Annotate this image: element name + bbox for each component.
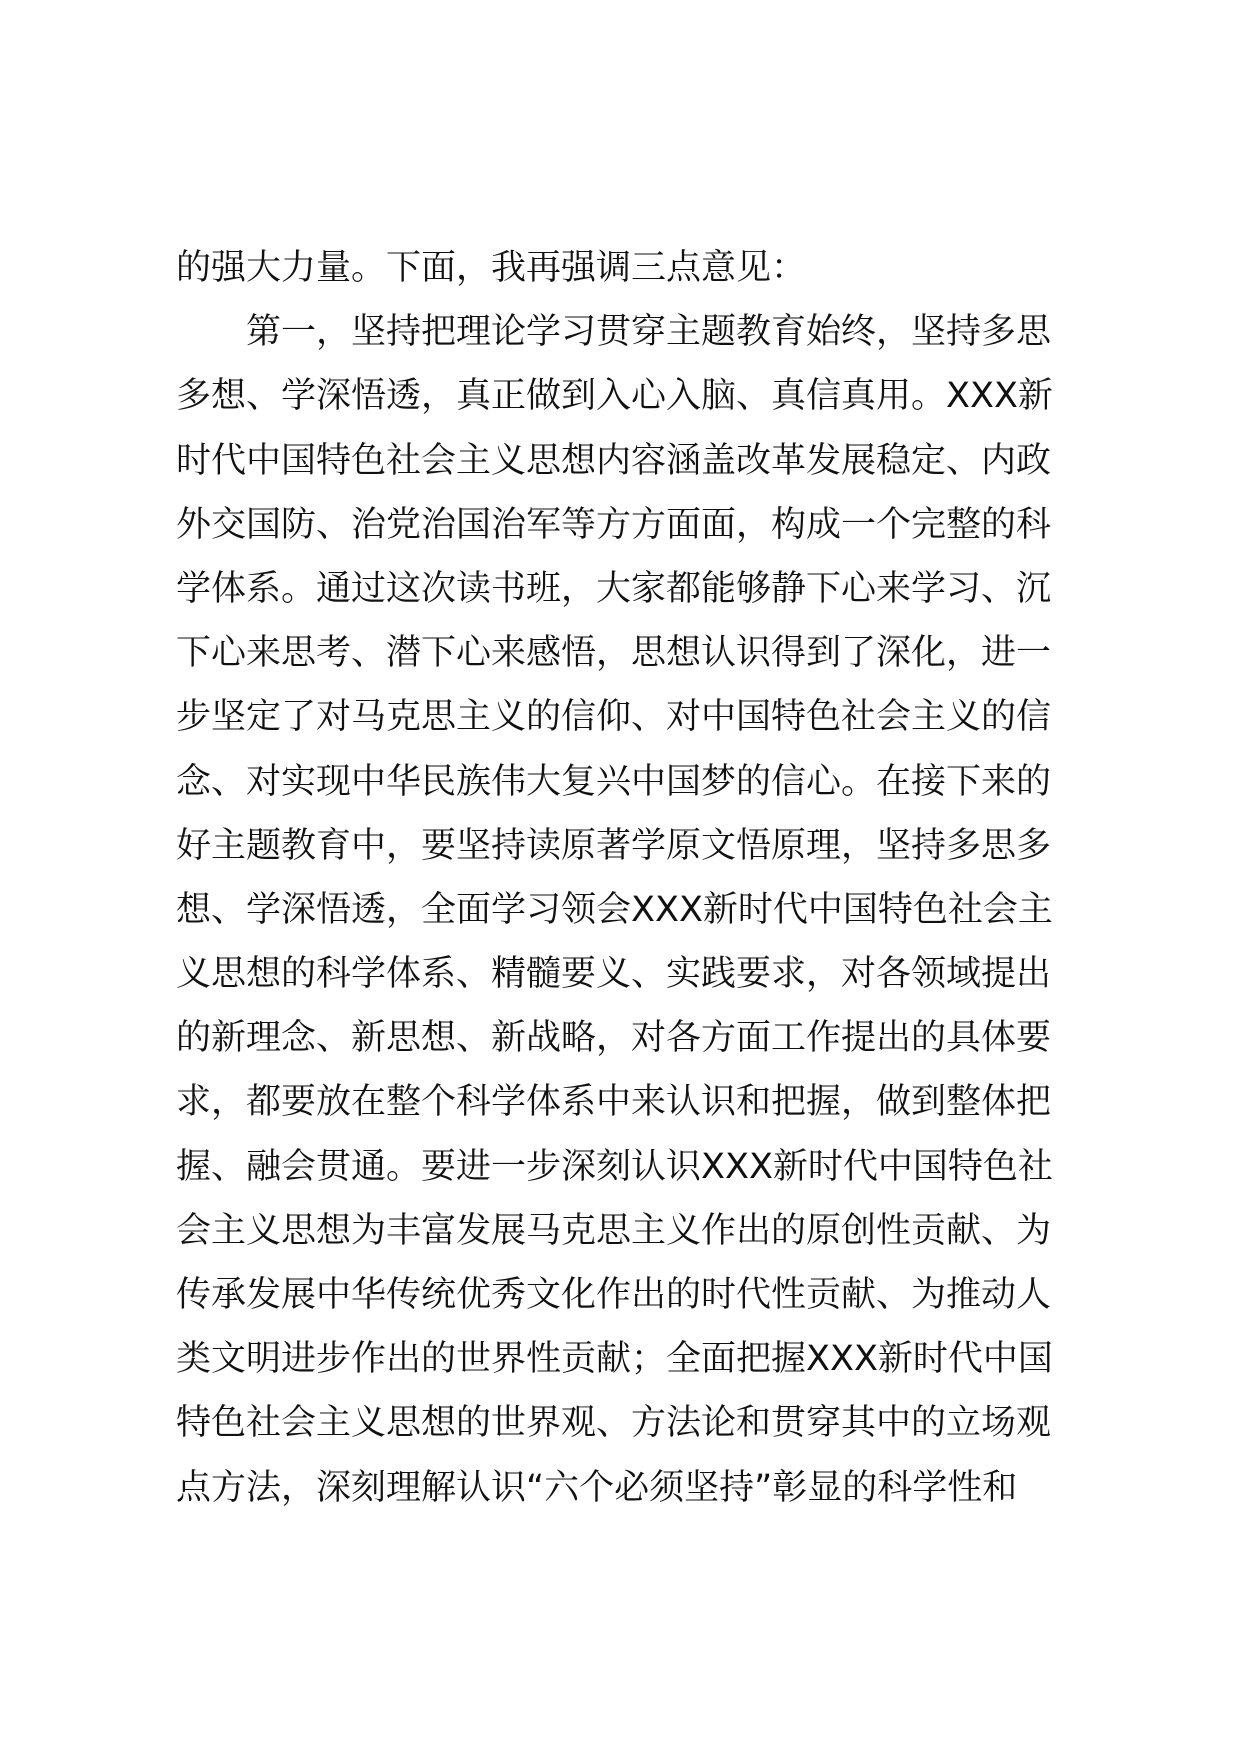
text-line-11: 想、学深悟透，全面学习领会XXX新时代中国特色社会主 [176, 889, 1053, 930]
text-line-6: 学体系。通过这次读书班，大家都能够静下心来学习、沉 [176, 568, 1052, 609]
text-line-13: 的新理念、新思想、新战略，对各方面工作提出的具体要 [176, 1018, 1052, 1059]
text-line-7: 下心来思考、潜下心来感悟，思想认识得到了深化，进一 [176, 633, 1052, 674]
text-line-14: 求，都要放在整个科学体系中来认识和把握，做到整体把 [176, 1082, 1052, 1123]
text-line-4: 时代中国特色社会主义思想内容涵盖改革发展稳定、内政 [176, 440, 1052, 481]
text-line-3: 多想、学深悟透，真正做到入心入脑、真信真用。XXX新 [176, 376, 1053, 417]
text-line-8: 步坚定了对马克思主义的信仰、对中国特色社会主义的信 [176, 697, 1052, 738]
text-line-20: 点方法，深刻理解认识“六个必须坚持”彰显的科学性和 [176, 1467, 1018, 1508]
text-line-9: 念、对实现中华民族伟大复兴中国梦的信心。在接下来的 [176, 761, 1052, 802]
text-line-10: 好主题教育中，要坚持读原著学原文悟原理，坚持多思多 [176, 825, 1052, 866]
text-line-12: 义思想的科学体系、精髓要义、实践要求，对各领域提出 [176, 954, 1052, 995]
text-line-17: 传承发展中华传统优秀文化作出的时代性贡献、为推动人 [176, 1275, 1052, 1315]
text-line-2: 第一，坚持把理论学习贯穿主题教育始终，坚持多思 [176, 312, 1052, 353]
text-line-18: 类文明进步作出的世界性贡献；全面把握XXX新时代中国 [176, 1339, 1053, 1380]
text-line-5: 外交国防、治党治国治军等方方面面，构成一个完整的科 [176, 504, 1052, 545]
body-text [176, 236, 1096, 1520]
text-line-16: 会主义思想为丰富发展马克思主义作出的原创性贡献、为 [176, 1210, 1052, 1251]
text-line-15: 握、融会贯通。要进一步深刻认识XXX新时代中国特色社 [176, 1146, 1053, 1187]
text-line-1: 的强大力量。下面，我再强调三点意见： [176, 248, 807, 288]
text-line-19: 特色社会主义思想的世界观、方法论和贯穿其中的立场观 [176, 1403, 1052, 1444]
